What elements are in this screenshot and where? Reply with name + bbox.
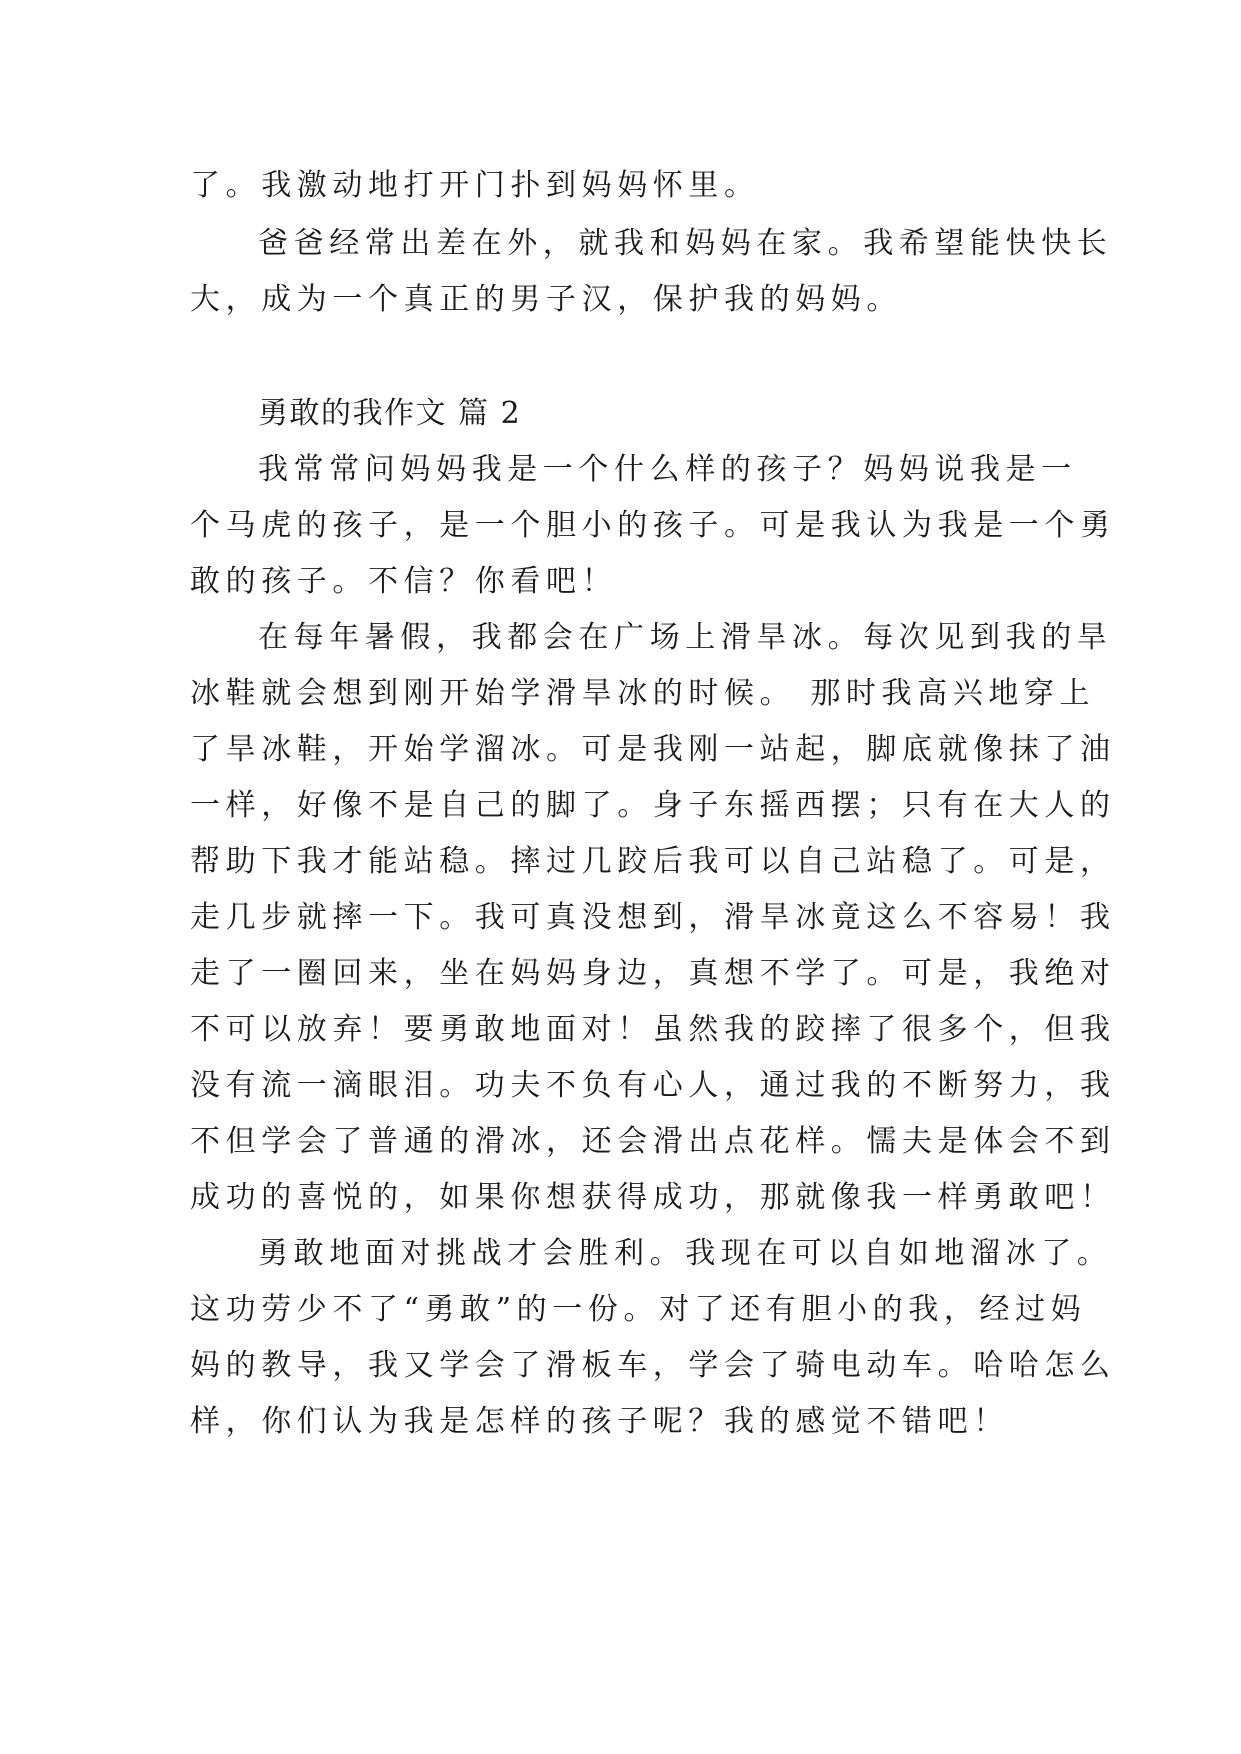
text-line: 样，你们认为我是怎样的孩子呢？我的感觉不错吧！ [190,1404,1009,1439]
text-line: 了旱冰鞋，开始学溜冰。可是我刚一站起，脚底就像抹了油 [190,732,1116,767]
text-line: 大，成为一个真正的男子汉，保护我的妈妈。 [190,282,902,317]
text-line: 一样，好像不是自己的脚了。身子东摇西摆；只有在大人的 [190,788,1116,823]
paragraph-first-line: 爸爸经常出差在外，就我和妈妈在家。我希望能快快长 [258,226,1113,261]
text-line: 成功的喜悦的，如果你想获得成功，那就像我一样勇敢吧！ [190,1180,1116,1215]
section-title: 勇敢的我作文 篇 2 [258,396,522,431]
text-line: 走几步就摔一下。我可真没想到，滑旱冰竟这么不容易！我 [190,900,1116,935]
paragraph-first-line: 勇敢地面对挑战才会胜利。我现在可以自如地溜冰了。 [258,1236,1113,1271]
text-line: 个马虎的孩子，是一个胆小的孩子。可是我认为我是一个勇 [190,508,1116,543]
text-line: 不但学会了普通的滑冰，还会滑出点花样。懦夫是体会不到 [190,1124,1116,1159]
text-line: 妈的教导，我又学会了滑板车，学会了骑电动车。哈哈怎么 [190,1348,1116,1383]
text-line: 走了一圈回来，坐在妈妈身边，真想不学了。可是，我绝对 [190,956,1116,991]
text-line: 敢的孩子。不信？你看吧！ [190,564,618,599]
text-line: 这功劳少不了“勇敢”的一份。对了还有胆小的我，经过妈 [190,1292,1087,1327]
text-line: 了。我激动地打开门扑到妈妈怀里。 [190,168,760,203]
paragraph-first-line: 在每年暑假，我都会在广场上滑旱冰。每次见到我的旱 [258,620,1113,655]
paragraph-first-line: 我常常问妈妈我是一个什么样的孩子？妈妈说我是一 [258,452,1077,487]
text-line: 帮助下我才能站稳。摔过几跤后我可以自己站稳了。可是， [190,844,1116,879]
text-line: 没有流一滴眼泪。功夫不负有心人，通过我的不断努力，我 [190,1068,1116,1103]
text-line: 冰鞋就会想到刚开始学滑旱冰的时候。 那时我高兴地穿上 [190,676,1096,711]
text-line: 不可以放弃！要勇敢地面对！虽然我的跤摔了很多个，但我 [190,1012,1116,1047]
